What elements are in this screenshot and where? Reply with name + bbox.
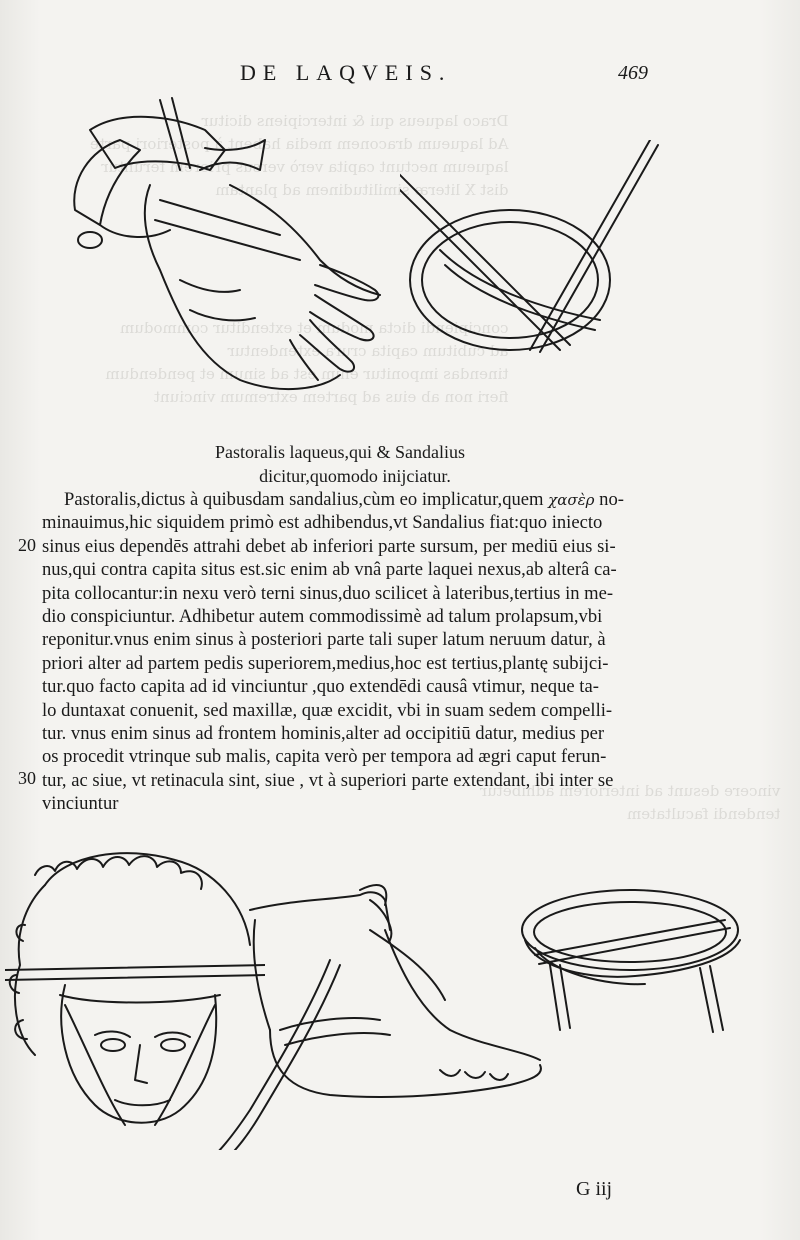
text-line-6: dio conspiciuntur. Adhibetur autem commodissimè ad talum prolapsum,vbi [42,605,603,627]
greek-word: χασὲρ [548,491,595,509]
text-line-10: lo duntaxat conuenit, sed maxillæ, quæ excidit, vbi in suam sedem compelli- [42,699,613,721]
hand-bandage-illustration [60,90,420,410]
text-line-7: reponitur.vnus enim sinus à posteriori parte tali super latum neruum datur, à [42,629,606,651]
figure-caption [190,440,490,488]
text-line-3: sinus eius dependēs attrahi debet ab inferiori parte sursum, per mediū eius si- [42,535,616,557]
knot-diagram-illustration [400,140,700,380]
text-line-14: vinciuntur [42,793,119,815]
text-line-9: tur.quo facto capita ad id vinciuntur ,quo extendēdi causâ vtimur, neque ta- [42,676,599,698]
text-line-5: pita collocantur:in nexu verò terni sinus,duo scilicet à lateribus,tertius in me- [42,582,614,604]
text-line-12: os procedit vtrinque sub malis, capita verò per tempora ad ægri caput ferun- [42,746,607,768]
marginal-line-number-20: 20 [18,535,36,555]
caption-line-1: Pastoralis laqueus,qui & Sandalius [215,442,465,462]
text-line-8: priori alter ad partem pedis superiorem,medius,hoc est tertius,plantę subijci- [42,652,609,674]
show-through-text: Draco laqueus qui & intercipiens dicitur Ad laqueum draconem media habent à posteriori parte laqueum nectunt capita verò versus priorem feruntur dist X literæ similitudinem ad plantam concipiendi dicta modum et extenditur commodum ad cubitum capita crura extendentur tinendas imponitur enim est ad sinum et pendendum fieri non ab eius ad partem extremum vinciunt [90,112,509,406]
show-through-text-lower: vincere desunt ad interiorem adhibetur tendendi facultatem [480,782,781,823]
running-head: DE LAQVEIS. [240,60,452,85]
marginal-line-number-30: 30 [18,768,36,788]
foot-bandage-illustration [210,870,550,1150]
body-paragraph [42,488,780,815]
text-line-13: tur, ac siue, vt retinacula sint, siue , vt à superiori parte extendant, ibi inter se [42,769,614,791]
text-line-11: tur. vnus enim sinus ad frontem hominis,alter ad occipitiū datur, medius per [42,722,605,744]
caption-line-2: dicitur,quomodo inijciatur. [259,466,451,486]
loop-knot-illustration [515,880,755,1040]
page-number: 469 [618,62,648,84]
text-line-4: nus,qui contra capita situs est.sic enim ab vnâ parte laquei nexus,ab alterâ ca- [42,559,617,581]
signature-mark: G iij [576,1178,613,1200]
text-line-2: minauimus,hic siquidem primò est adhibendus,vt Sandalius fiat:quo iniecto [42,512,603,534]
text-line-1: Pastoralis,dictus à quibusdam sandalius,cùm eo implicatur,quem χασὲρ no- [64,489,624,510]
